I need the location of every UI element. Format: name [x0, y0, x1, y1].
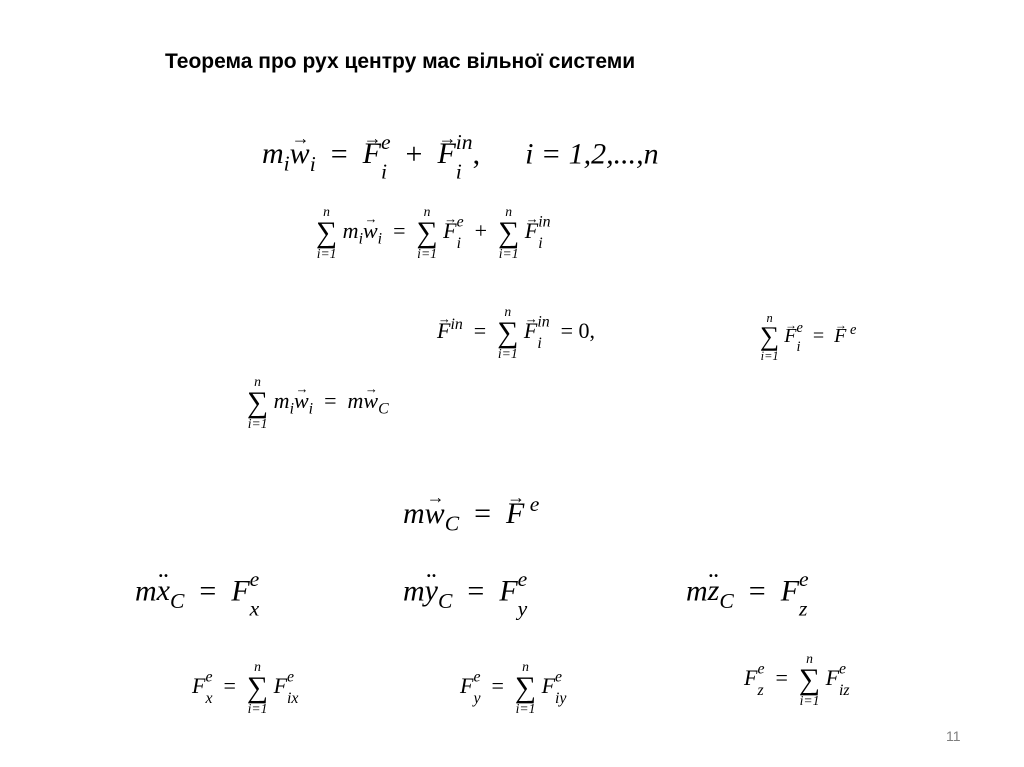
- equation-projection-z: m¨ $z_C = F$ e z: [686, 572, 809, 615]
- slide-title: Теорема про рух центру мас вільної системи: [165, 50, 636, 73]
- index-range: i = 1,2,...,n: [525, 137, 659, 171]
- equation-center-of-mass-acceleration: n ∑ i=1 $m_i\to w_i = m\to w_C$: [247, 375, 389, 430]
- equation-sum-y: F e y = n ∑ i=1 F e iy: [460, 659, 567, 716]
- equation-newton-point: $m_i\to w_i$ = → F e i + → F in i , i = 1,2,...,n: [262, 135, 659, 178]
- equation-center-of-mass-motion: $m\to w_C$ = → F $^e$: [403, 492, 539, 536]
- page-number: 11: [946, 728, 961, 744]
- equation-internal-forces-zero: → $F^{in}$ = n ∑ i=1 → F in i = 0,: [437, 305, 595, 360]
- equation-sum-system: n ∑ i=1 $m_i\to w_i$ = n ∑ i=1 → F e i + n ∑ i=1 → F in i: [316, 205, 551, 260]
- equation-sum-x: F e x = n ∑ i=1 F e ix: [192, 659, 299, 716]
- equation-projection-x: m¨ $x_C = F$ e x: [135, 572, 259, 615]
- equation-projection-y: m¨ $y_C = F$ e y: [403, 572, 527, 615]
- equation-sum-z: F e z = n ∑ i=1 F e iz: [744, 651, 850, 708]
- equation-external-forces-sum: n ∑ i=1 → F e i = → F $^e$: [760, 312, 856, 362]
